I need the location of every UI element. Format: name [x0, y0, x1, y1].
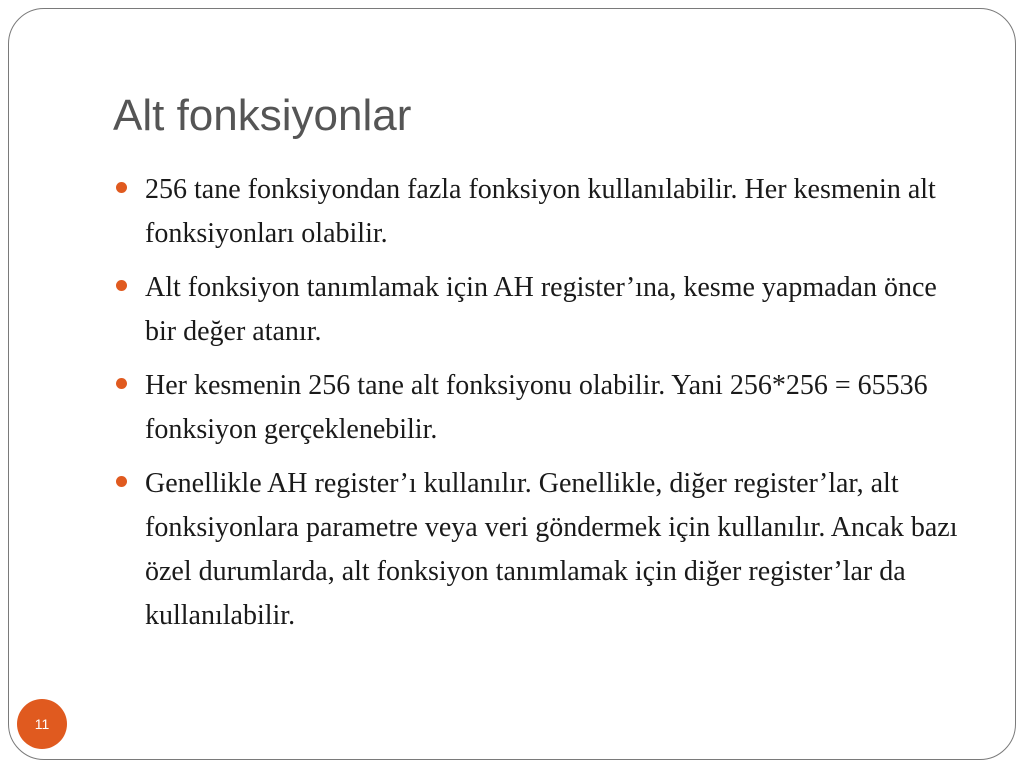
bullet-item-2: [113, 266, 973, 354]
page-number-badge: 11: [17, 699, 67, 749]
bullet-item-4: [113, 462, 973, 638]
slide-title: Alt fonksiyonlar: [113, 91, 412, 140]
bullet-dot-icon: [116, 280, 127, 291]
bullet-text: Alt fonksiyon tanımlamak için AH register’ına, kesme yapmadan önce bir değer atanır.: [145, 272, 937, 347]
bullet-dot-icon: [116, 476, 127, 487]
bullet-item-3: [113, 364, 973, 452]
bullet-item-1: [113, 168, 973, 256]
bullet-text: 256 tane fonksiyondan fazla fonksiyon kullanılabilir. Her kesmenin alt fonksiyonları olabilir.: [145, 174, 936, 249]
bullet-list: [113, 168, 973, 648]
bullet-text: Her kesmenin 256 tane alt fonksiyonu olabilir. Yani 256*256 = 65536 fonksiyon gerçeklenebilir.: [145, 370, 928, 445]
bullet-dot-icon: [116, 378, 127, 389]
bullet-dot-icon: [116, 182, 127, 193]
bullet-text: Genellikle AH register’ı kullanılır. Genellikle, diğer register’lar, alt fonksiyonlara parametre veya veri göndermek için kullanılır. Ancak bazı özel durumlarda, alt fonksiyon tanımlamak için diğer register’lar da kullanılabilir.: [145, 468, 958, 631]
